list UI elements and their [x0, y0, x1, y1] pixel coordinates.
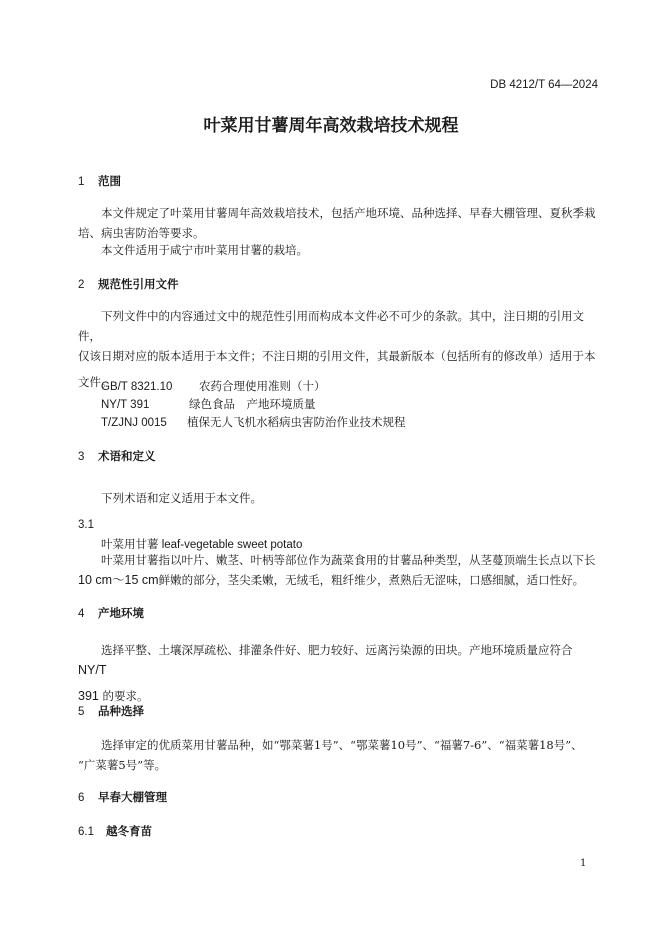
standard-code: DB 4212/T 64—2024 — [490, 79, 598, 91]
document-title: 叶菜用甘薯周年高效栽培技术规程 — [203, 116, 459, 136]
section-title: 产地环境 — [98, 606, 144, 620]
section-number: 3 — [78, 451, 85, 463]
reference-code: T/ZJNJ 0015 — [101, 417, 167, 429]
section-heading-scope — [78, 173, 121, 189]
reference-name: 植保无人飞机水稻病虫害防治作业技术规程 — [187, 415, 406, 429]
dimension-range: 10 cm～15 cm — [78, 573, 159, 587]
text-fragment: 选择平整、土壤深厚疏松、排灌条件好、肥力较好、远离污染源的田块。产地环境质量应符合 — [101, 643, 573, 657]
section-heading-normative-references — [78, 276, 179, 292]
reference-item — [101, 396, 316, 412]
reference-name: 绿色食品 产地环境质量 — [189, 397, 316, 411]
page-number: 1 — [580, 858, 587, 869]
text-fragment: 鲜嫩的部分，茎尖柔嫩，无绒毛，粗纤维少，煮熟后无涩味，口感细腻，适口性好。 — [158, 573, 585, 587]
section-title: 术语和定义 — [98, 449, 156, 463]
text-line: 下列文件中的内容通过文中的规范性引用而构成本文件必不可少的条款。其中，注日期的引用文件， — [78, 309, 584, 343]
reference-item — [101, 414, 406, 430]
reference-name: 农药合理使用准则（十） — [199, 379, 326, 393]
section-title: 早春大棚管理 — [98, 790, 167, 804]
reference-item — [101, 378, 326, 394]
terms-intro: 下列术语和定义适用于本文件。 — [101, 491, 262, 505]
text-line: 培、病虫害防治等要求。 — [78, 226, 205, 240]
section-number: 1 — [78, 176, 85, 188]
reference-code: GB/T 8321.10 — [101, 381, 173, 393]
section-title: 品种选择 — [98, 704, 144, 718]
text-line: 选择审定的优质菜用甘薯品种，如“鄂菜薯1号”、“鄂菜薯10号”、“福薯7-6”、“福菜薯18号”、 — [101, 738, 583, 752]
section-heading-terms-definitions — [78, 448, 156, 464]
text-line — [78, 640, 600, 680]
section-title: 范围 — [98, 174, 121, 188]
subsection-title: 越冬育苗 — [106, 824, 152, 838]
section-heading-variety-selection — [78, 703, 144, 719]
term-name-cn: 叶菜用甘薯 — [101, 537, 159, 551]
text-line — [78, 570, 600, 590]
section-heading-greenhouse-management — [78, 789, 167, 805]
scope-paragraph — [78, 203, 600, 260]
text-line — [78, 686, 600, 706]
term-number: 3.1 — [78, 519, 94, 531]
subsection-number: 6.1 — [78, 826, 94, 838]
site-environment-paragraph — [78, 640, 600, 706]
text-line: 本文件规定了叶菜用甘薯周年高效栽培技术，包括产地环境、品种选择、早春大棚管理、夏秋季栽 — [101, 206, 596, 220]
variety-paragraph — [78, 735, 600, 775]
text-line: “广菜薯5号”等。 — [78, 758, 167, 772]
text-line: 叶菜用甘薯指以叶片、嫩茎、叶柄等部位作为蔬菜食用的甘薯品种类型，从茎蔓顶端生长点以下长 — [101, 553, 596, 567]
subsection-heading-overwinter-seedling — [78, 823, 152, 839]
text-line: 文件。 — [78, 375, 113, 389]
text-line: 本文件适用于咸宁市叶菜用甘薯的栽培。 — [101, 243, 308, 257]
standard-ref: 391 — [78, 689, 99, 703]
text-fragment: 的要求。 — [98, 689, 149, 703]
section-number: 6 — [78, 792, 85, 804]
section-heading-site-environment — [78, 605, 144, 621]
term-name-en: leaf-vegetable sweet potato — [158, 539, 303, 551]
term-definition — [78, 550, 600, 590]
section-title: 规范性引用文件 — [98, 277, 179, 291]
section-number: 2 — [78, 279, 85, 291]
text-line: 仅该日期对应的版本适用于本文件；不注日期的引用文件，其最新版本（包括所有的修改单）适用于本 — [78, 349, 596, 363]
section-number: 5 — [78, 706, 85, 718]
reference-code: NY/T 391 — [101, 399, 150, 411]
section-number: 4 — [78, 608, 85, 620]
standard-ref: NY/T — [78, 663, 107, 677]
